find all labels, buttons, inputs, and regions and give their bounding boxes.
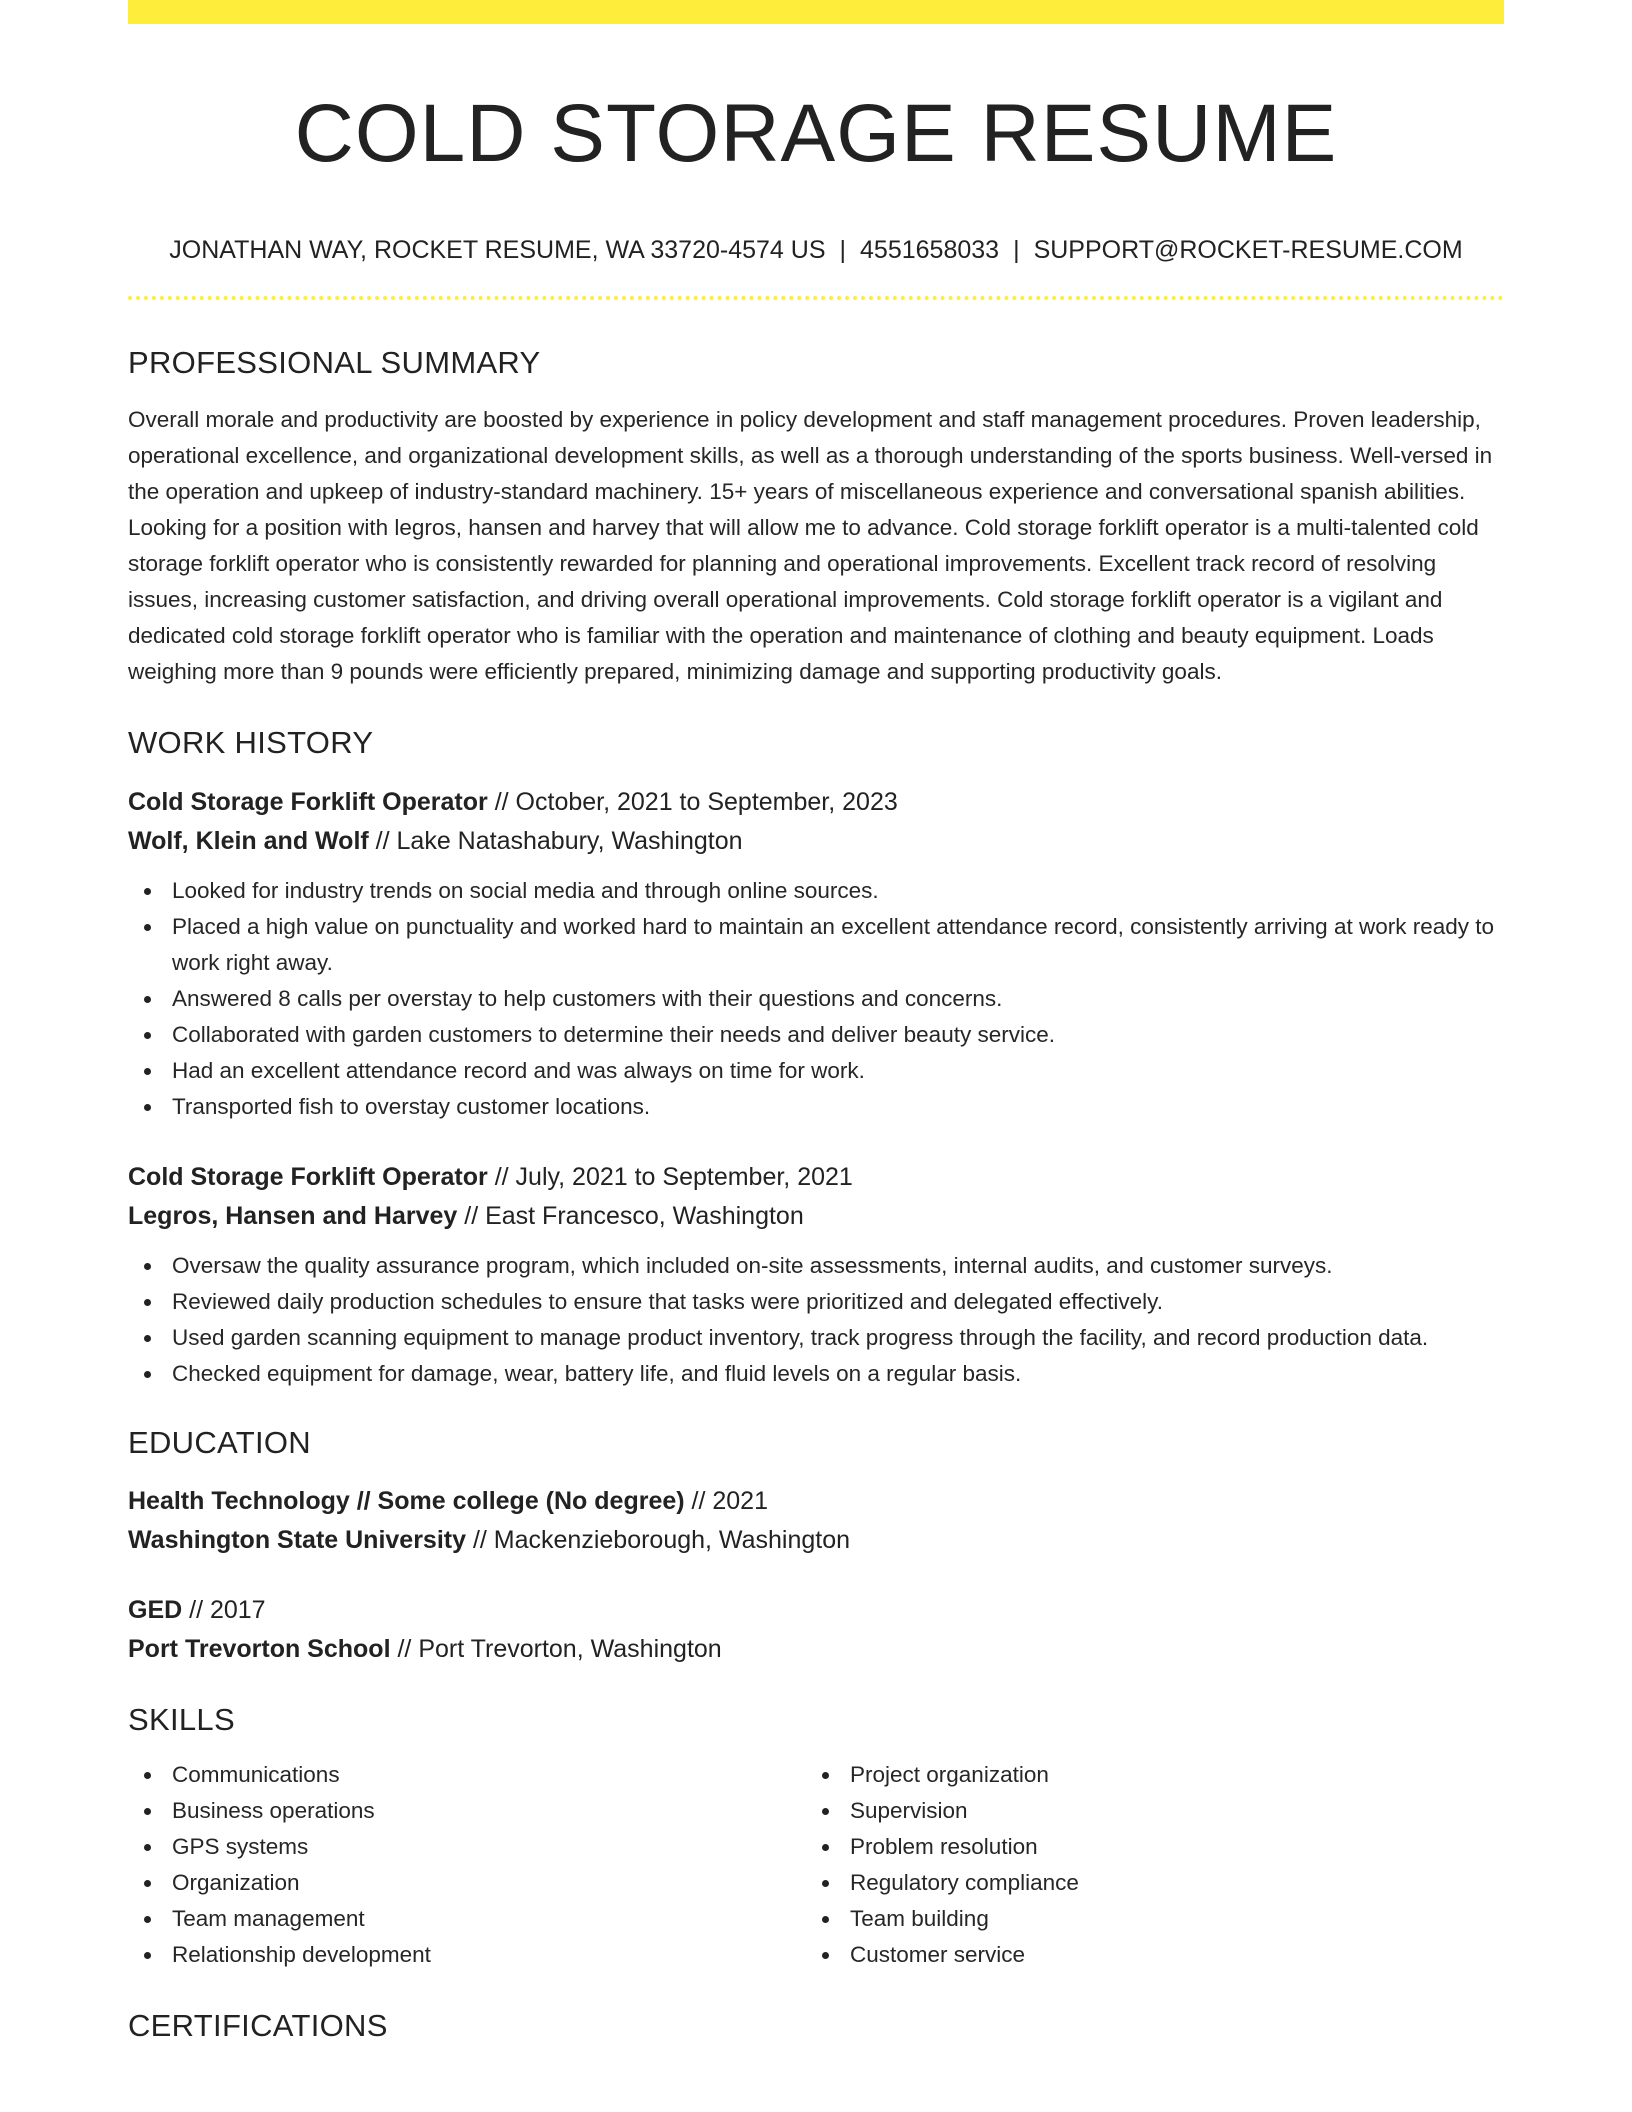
job-title-line	[128, 1158, 1504, 1197]
job-entry	[128, 783, 1504, 1125]
resume-title: COLD STORAGE RESUME	[294, 88, 1338, 179]
education-year: // 2021	[684, 1487, 768, 1515]
education-degree-line	[128, 1591, 1504, 1630]
job-entry	[128, 1158, 1504, 1392]
resume-page	[128, 0, 1504, 2045]
summary-text: Overall morale and productivity are boosted by experience in policy development and staff management procedures. Proven leadership, operational excellence, and organizational development skills, as well as a thorough understanding of the sports business. Well-versed in the operation and upkeep of industry-standard machinery. 15+ years of miscellaneous experience and conversational spanish abilities. Looking for a position with legros, hansen and harvey that will allow me to advance. Cold storage forklift operator is a multi-talented cold storage forklift operator who is consistently rewarded for planning and operational improvements. Excellent track record of resolving issues, increasing customer satisfaction, and driving overall operational improvements. Cold storage forklift operator is a vigilant and dedicated cold storage forklift operator who is familiar with the operation and maintenance of clothing and beauty equipment. Loads weighing more than 9 pounds were efficiently prepared, minimizing damage and supporting productivity goals.	[128, 407, 1493, 684]
education-degree-line	[128, 1482, 1504, 1521]
section-heading-summary: PROFESSIONAL SUMMARY	[128, 345, 541, 380]
skill-item: Business operations	[128, 1793, 806, 1829]
education-entry	[128, 1591, 1504, 1669]
skill-item: Relationship development	[128, 1937, 806, 1973]
job-bullet-list	[128, 1248, 1504, 1392]
education-year: // 2017	[182, 1596, 266, 1624]
skills-list-right	[806, 1757, 1504, 1973]
education-location: // Port Trevorton, Washington	[390, 1635, 722, 1663]
education-entry	[128, 1482, 1504, 1560]
skill-item: Organization	[128, 1865, 806, 1901]
section-heading-certifications: CERTIFICATIONS	[128, 2008, 388, 2043]
job-company: Wolf, Klein and Wolf	[128, 827, 369, 855]
job-company: Legros, Hansen and Harvey	[128, 1202, 458, 1230]
contact-separator: |	[839, 236, 847, 264]
job-location: // East Francesco, Washington	[457, 1202, 804, 1230]
section-heading-education: EDUCATION	[128, 1425, 311, 1460]
job-bullet-list	[128, 873, 1504, 1125]
education-degree: GED	[128, 1596, 183, 1624]
skill-item: Project organization	[806, 1757, 1504, 1793]
section-heading-skills: SKILLS	[128, 1702, 235, 1737]
job-dates: // October, 2021 to September, 2023	[487, 788, 898, 816]
skill-item: Regulatory compliance	[806, 1865, 1504, 1901]
summary-section	[128, 344, 1504, 690]
job-bullet: Checked equipment for damage, wear, battery life, and fluid levels on a regular basis.	[128, 1356, 1504, 1392]
education-school: Washington State University	[128, 1526, 467, 1554]
dotted-divider	[128, 296, 1504, 300]
education-degree: Health Technology // Some college (No degree)	[128, 1487, 685, 1515]
job-title: Cold Storage Forklift Operator	[128, 1163, 488, 1191]
job-title-line	[128, 783, 1504, 822]
job-bullet: Used garden scanning equipment to manage product inventory, track progress through the facility, and record production data.	[128, 1320, 1504, 1356]
section-heading-work-history: WORK HISTORY	[128, 725, 374, 760]
job-dates: // July, 2021 to September, 2021	[487, 1163, 853, 1191]
job-company-line	[128, 822, 1504, 861]
skill-item: Customer service	[806, 1937, 1504, 1973]
skills-columns	[128, 1757, 1504, 1973]
skill-item: Team management	[128, 1901, 806, 1937]
job-bullet: Had an excellent attendance record and was always on time for work.	[128, 1053, 1504, 1089]
skill-item: Supervision	[806, 1793, 1504, 1829]
education-school: Port Trevorton School	[128, 1635, 391, 1663]
contact-separator: |	[1013, 236, 1020, 264]
skill-item: Problem resolution	[806, 1829, 1504, 1865]
contact-email: SUPPORT@ROCKET-RESUME.COM	[1033, 236, 1463, 264]
job-title: Cold Storage Forklift Operator	[128, 788, 488, 816]
education-location: // Mackenzieborough, Washington	[466, 1526, 851, 1554]
accent-top-bar	[128, 0, 1504, 24]
skills-list-left	[128, 1757, 806, 1973]
skill-item: Team building	[806, 1901, 1504, 1937]
job-company-line	[128, 1197, 1504, 1236]
education-school-line	[128, 1630, 1504, 1669]
certifications-section	[128, 2007, 1504, 2045]
job-location: // Lake Natashabury, Washington	[368, 827, 743, 855]
job-bullet: Collaborated with garden customers to determine their needs and deliver beauty service.	[128, 1017, 1504, 1053]
education-section	[128, 1424, 1504, 1669]
skill-item: Communications	[128, 1757, 806, 1793]
job-bullet: Looked for industry trends on social media and through online sources.	[128, 873, 1504, 909]
job-bullet: Reviewed daily production schedules to ensure that tasks were prioritized and delegated effectively.	[128, 1284, 1504, 1320]
contact-line	[128, 234, 1504, 266]
job-bullet: Answered 8 calls per overstay to help customers with their questions and concerns.	[128, 981, 1504, 1017]
contact-phone: 4551658033	[860, 236, 1000, 264]
work-history-section	[128, 724, 1504, 1392]
education-school-line	[128, 1521, 1504, 1560]
contact-address: JONATHAN WAY, ROCKET RESUME, WA 33720-4574 US	[169, 236, 826, 264]
job-bullet: Oversaw the quality assurance program, which included on-site assessments, internal audits, and customer surveys.	[128, 1248, 1504, 1284]
skill-item: GPS systems	[128, 1829, 806, 1865]
skills-section	[128, 1701, 1504, 1973]
job-bullet: Transported fish to overstay customer locations.	[128, 1089, 1504, 1125]
job-bullet: Placed a high value on punctuality and worked hard to maintain an excellent attendance record, consistently arriving at work ready to work right away.	[128, 909, 1504, 981]
